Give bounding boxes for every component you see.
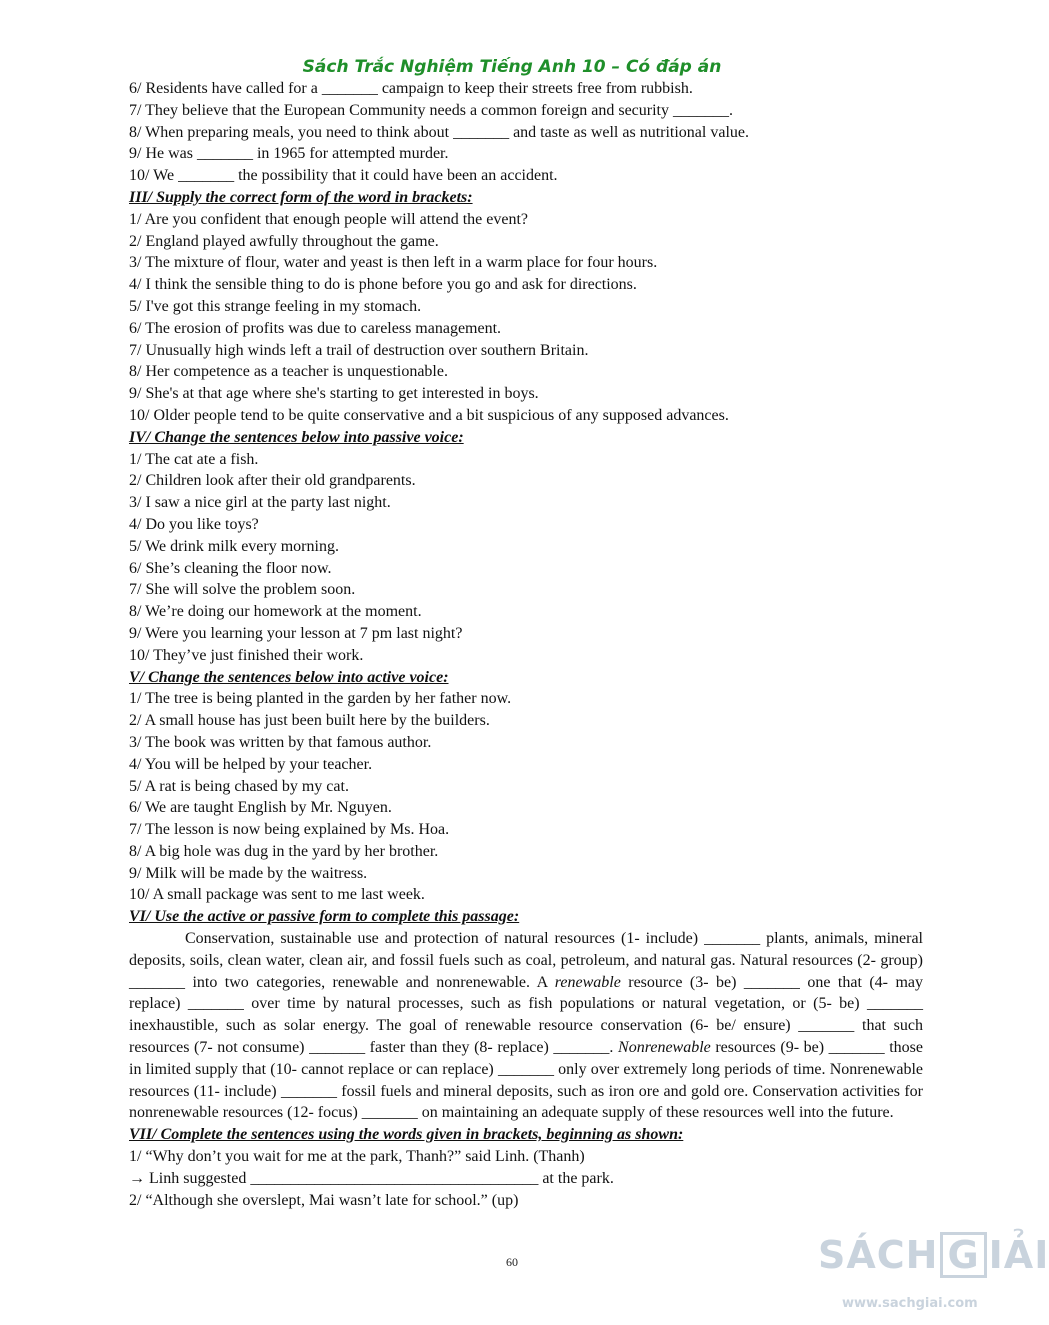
exercise-line: 1/ The cat ate a fish. bbox=[129, 450, 259, 468]
exercise-line: 9/ She's at that age where she's starting to get interested in boys. bbox=[129, 385, 539, 403]
exercise-line: 3/ I saw a nice girl at the party last night. bbox=[129, 494, 391, 512]
exercise-line: 9/ He was _______ in 1965 for attempted murder. bbox=[129, 145, 449, 163]
section-vii-list bbox=[129, 1146, 923, 1211]
exercise-line: 7/ She will solve the problem soon. bbox=[129, 581, 356, 599]
page-number: 60 bbox=[506, 1255, 518, 1269]
watermark-logo bbox=[818, 1232, 1049, 1325]
exercise-line: 4/ Do you like toys? bbox=[129, 515, 259, 533]
exercise-line: 3/ The book was written by that famous author. bbox=[129, 733, 432, 751]
exercise-line: 4/ You will be helped by your teacher. bbox=[129, 755, 373, 773]
exercise-line: 2/ “Although she overslept, Mai wasn’t late for school.” (up) bbox=[129, 1191, 519, 1209]
passage-text: resource (3- be) _______ one that (4- may replace) _______ over time by natural processes, such as fish populations or natural vegetation, or (5- be) _______ inexhaustible, such as solar energy. The goal of renewable resource conservation (6- be/ ensure) _______ that such resources (7- not consume) _______ faster than they (8- replace) _______. bbox=[129, 973, 923, 1057]
page-header: Sách Trắc Nghiệm Tiếng Anh 10 – Có đáp án bbox=[302, 57, 722, 77]
passage-emphasis: renewable bbox=[554, 973, 621, 991]
section-heading-v: V/ Change the sentences below into active voice: bbox=[129, 668, 449, 686]
passage-text: Conservation, sustainable use and protection of natural resources (1- include) _______ plants, animals, mineral deposits, soils, clean water, clean air, and fossil fuels such as coal, petroleum, and natural gas. Natural resources (2- group) _______ into two categories, renewable and nonrenewable. A bbox=[129, 930, 923, 991]
exercise-line: 6/ The erosion of profits was due to careless management. bbox=[129, 319, 502, 337]
section-heading-iii: III/ Supply the correct form of the word in brackets: bbox=[129, 188, 473, 206]
section-heading-iv: IV/ Change the sentences below into passive voice: bbox=[129, 428, 464, 446]
exercise-line: 10/ We _______ the possibility that it could have been an accident. bbox=[129, 167, 558, 185]
exercise-line: 2/ Children look after their old grandparents. bbox=[129, 472, 416, 490]
passage-text: resources (9- be) _______ those in limited supply that (10- cannot replace or can replace) _______ only over extremely long periods of time. Nonrenewable resources (11- include) _______ fossil fuels and mineral deposits, such as iron ore and gold ore. Conservation activities for nonrenewable resources (12- focus) _______ on maintaining an adequate supply of these resources well into the future. bbox=[129, 1039, 923, 1122]
watermark-brand-left: SÁCH bbox=[818, 1233, 939, 1277]
exercise-line: 2/ A small house has just been built here by the builders. bbox=[129, 712, 490, 730]
exercise-line: 1/ Are you confident that enough people will attend the event? bbox=[129, 210, 528, 228]
exercise-line: 5/ We drink milk every morning. bbox=[129, 537, 339, 555]
exercise-line: 7/ Unusually high winds left a trail of destruction over southern Britain. bbox=[129, 341, 589, 359]
passage-emphasis: Nonrenewable bbox=[618, 1039, 711, 1057]
exercise-line: 5/ A rat is being chased by my cat. bbox=[129, 777, 349, 795]
exercise-line: 10/ Older people tend to be quite conservative and a bit suspicious of any supposed advances. bbox=[129, 406, 729, 424]
exercise-line: 10/ They’ve just finished their work. bbox=[129, 646, 364, 664]
watermark-brand-right: IẢI bbox=[988, 1233, 1049, 1277]
top-exercise-lines bbox=[129, 78, 923, 187]
exercise-line: 3/ The mixture of flour, water and yeast is then left in a warm place for four hours. bbox=[129, 254, 658, 272]
exercise-line: 9/ Were you learning your lesson at 7 pm last night? bbox=[129, 624, 463, 642]
exercise-line: 10/ A small package was sent to me last week. bbox=[129, 886, 425, 904]
exercise-line: 8/ We’re doing our homework at the moment. bbox=[129, 603, 422, 621]
exercise-line: 8/ When preparing meals, you need to think about _______ and taste as well as nutritional value. bbox=[129, 123, 749, 141]
exercise-line: 1/ “Why don’t you wait for me at the park, Thanh?” said Linh. (Thanh) bbox=[129, 1148, 585, 1166]
exercise-line: 7/ They believe that the European Community needs a common foreign and security _______. bbox=[129, 101, 733, 119]
document-body bbox=[129, 78, 923, 1211]
exercise-line: 2/ England played awfully throughout the game. bbox=[129, 232, 439, 250]
section-iv-list bbox=[129, 449, 923, 667]
exercise-line: 1/ The tree is being planted in the garden by her father now. bbox=[129, 690, 512, 708]
exercise-line: 9/ Milk will be made by the waitress. bbox=[129, 864, 368, 882]
exercise-line: 6/ She’s cleaning the floor now. bbox=[129, 559, 332, 577]
exercise-line: 8/ A big hole was dug in the yard by her brother. bbox=[129, 842, 439, 860]
watermark-brand bbox=[818, 1232, 1049, 1278]
exercise-line: → Linh suggested ____________________________________ at the park. bbox=[129, 1169, 614, 1187]
section-v-list bbox=[129, 688, 923, 906]
exercise-line: 6/ Residents have called for a _______ campaign to keep their streets free from rubbish. bbox=[129, 80, 693, 97]
watermark-url: www.sachgiai.com bbox=[842, 1296, 978, 1311]
exercise-line: 5/ I've got this strange feeling in my stomach. bbox=[129, 297, 422, 315]
exercise-line: 8/ Her competence as a teacher is unquestionable. bbox=[129, 363, 448, 381]
watermark-brand-box: G bbox=[940, 1232, 986, 1278]
section-iii-list bbox=[129, 209, 923, 427]
exercise-line: 7/ The lesson is now being explained by Ms. Hoa. bbox=[129, 821, 450, 839]
section-heading-vi: VI/ Use the active or passive form to complete this passage: bbox=[129, 908, 520, 926]
exercise-line: 4/ I think the sensible thing to do is phone before you go and ask for directions. bbox=[129, 276, 637, 294]
passage-paragraph bbox=[129, 928, 923, 1124]
section-heading-vii: VII/ Complete the sentences using the words given in brackets, beginning as shown: bbox=[129, 1126, 684, 1144]
exercise-line: 6/ We are taught English by Mr. Nguyen. bbox=[129, 799, 392, 817]
